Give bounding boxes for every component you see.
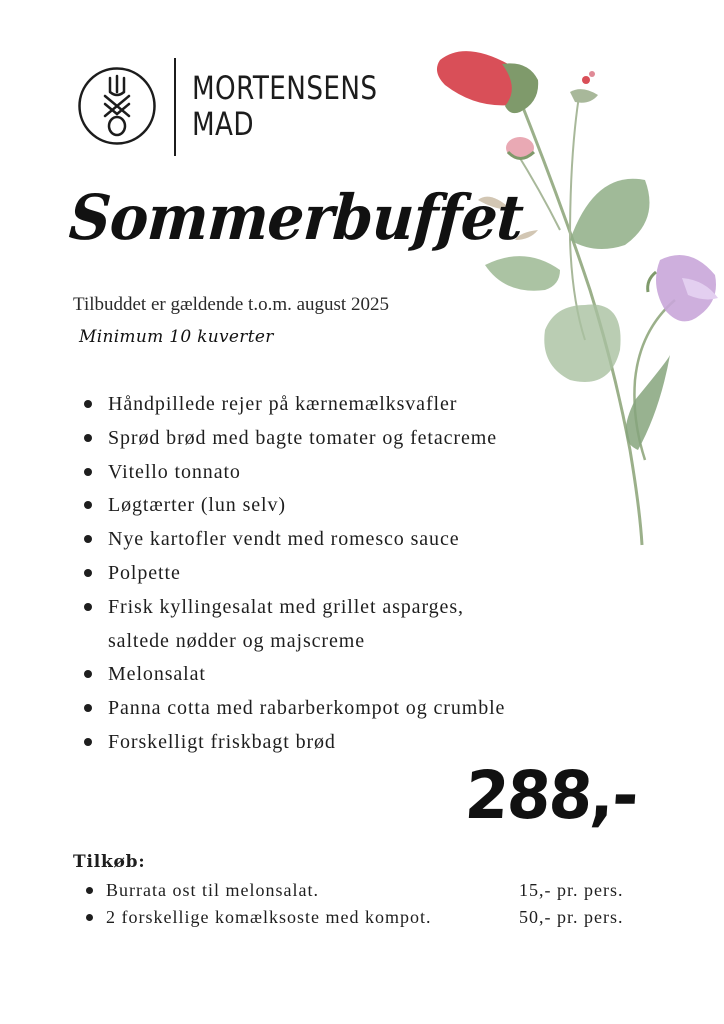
bullet-icon <box>84 400 92 408</box>
menu-item-text: Panna cotta med rabarberkompot og crumble <box>108 697 506 720</box>
menu-item <box>84 422 505 456</box>
bullet-icon <box>84 569 92 577</box>
minimum-covers-text: Minimum 10 kuverter <box>79 327 274 347</box>
menu-item-text: Forskelligt friskbagt brød <box>108 730 336 753</box>
menu-item <box>84 692 505 726</box>
extras-item-text: Burrata ost til melonsalat. <box>106 880 319 900</box>
menu-item-text: Håndpillede rejer på kærnemælksvafler <box>108 393 458 415</box>
menu-item <box>84 726 505 760</box>
extras-item <box>86 877 666 904</box>
extras-item-price: 15,- pr. pers. <box>519 880 624 900</box>
extras-title: Tilkøb: <box>73 852 146 872</box>
bullet-icon <box>84 603 92 611</box>
extras-item <box>86 904 666 931</box>
bullet-icon <box>84 535 92 543</box>
bullet-icon <box>84 501 92 509</box>
menu-title: Sommerbuffet <box>67 181 526 254</box>
menu-item <box>84 591 505 659</box>
menu-item-text: Nye kartofler vendt med romesco sauce <box>108 528 460 551</box>
menu-item <box>84 658 505 692</box>
menu-item-text: Sprød brød med bagte tomater og fetacreme <box>108 426 497 449</box>
menu-item-continuation: saltede nødder og majscreme <box>108 629 365 652</box>
menu-item-text: Løgtærter (lun selv) <box>108 494 286 517</box>
extras-item-price: 50,- pr. pers. <box>519 907 624 927</box>
menu-item-text: Melonsalat <box>108 663 206 686</box>
extras-item-text: 2 forskellige komælksoste med kompot. <box>106 907 432 927</box>
bullet-icon <box>84 434 92 442</box>
bullet-icon <box>84 704 92 712</box>
fork-whisk-logo-icon <box>77 66 157 146</box>
brand-name <box>192 70 377 142</box>
menu-item <box>84 523 505 557</box>
brand-line-1: MORTENSENS <box>192 69 378 107</box>
bullet-icon <box>84 738 92 746</box>
logo-divider <box>174 58 176 156</box>
buffet-price: 288,- <box>462 757 640 834</box>
extras-list <box>86 877 666 931</box>
bullet-icon <box>86 914 93 921</box>
menu-item-text: Polpette <box>108 561 181 584</box>
bullet-icon <box>84 468 92 476</box>
bullet-icon <box>86 887 93 894</box>
menu-list <box>84 388 505 760</box>
bullet-icon <box>84 670 92 678</box>
validity-text: Tilbuddet er gældende t.o.m. august 2025 <box>73 294 389 315</box>
menu-item <box>84 456 505 490</box>
menu-item <box>84 489 505 523</box>
menu-item-text: Vitello tonnato <box>108 460 241 483</box>
menu-item <box>84 388 505 422</box>
menu-item-text: Frisk kyllingesalat med grillet asparges, <box>108 595 464 618</box>
menu-item <box>84 557 505 591</box>
brand-line-2: MAD <box>192 105 255 143</box>
